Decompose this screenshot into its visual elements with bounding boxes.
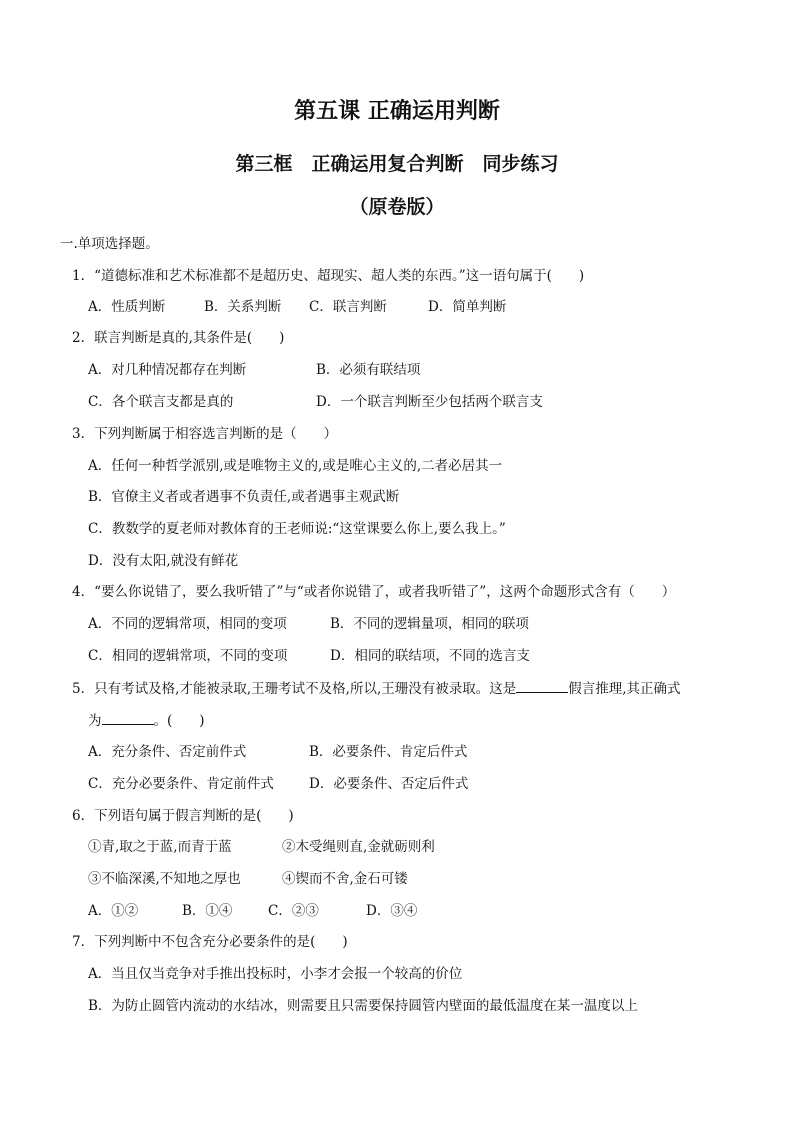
question-6-item-1: ①青,取之于蓝,而青于蓝 [88,839,232,855]
question-6-option-a: A．①② [88,903,139,919]
question-2-option-b: B．必须有联结项 [316,362,421,378]
question-6-option-d: D．③④ [366,903,418,919]
question-4-option-a: A．不同的逻辑常项，相同的变项 [88,616,287,632]
question-6-option-b: B．①④ [182,903,233,919]
question-2-stem: 2．联言判断是真的,其条件是( ) [72,330,285,346]
question-7-option-b: B．为防止圆管内流动的水结冰，则需要且只需要保持圆管内壁面的最低温度在某一温度以上 [88,998,638,1014]
question-5-stem-text-2: 假言推理,其正确式 [568,681,681,697]
question-2-option-c: C．各个联言支都是真的 [88,394,234,410]
question-4-option-b: B．不同的逻辑量项，相同的联项 [330,616,529,632]
question-3-stem: 3．下列判断属于相容选言判断的是（ ） [72,426,338,442]
question-5-stem-line-1 [72,678,681,699]
version-label: （原卷版） [349,196,445,218]
page-subtitle: 第三框 正确运用复合判断 同步练习 [235,153,559,175]
question-5-option-c: C．充分必要条件、肯定前件式 [88,776,274,792]
question-5-stem-text-3: 为 [88,713,102,729]
question-5-option-a: A．充分条件、否定前件式 [88,744,247,760]
question-3-option-c: C．教数学的夏老师对教体育的王老师说:“这堂课要么你上,要么我上。” [88,521,506,537]
question-4-option-c: C．相同的逻辑常项，不同的变项 [88,648,288,664]
question-6-item-2: ②木受绳则直,金就砺则利 [282,839,435,855]
question-3-option-d: D．没有太阳,就没有鲜花 [88,553,239,569]
question-2-option-a: A．对几种情况都存在判断 [88,362,247,378]
question-1-option-a: A．性质判断 [88,299,166,315]
question-5-option-b: B．必要条件、肯定后件式 [309,744,468,760]
question-6-stem: 6．下列语句属于假言判断的是( ) [72,808,294,824]
question-1-option-c: C．联言判断 [309,299,387,315]
question-3-option-a: A．任何一种哲学派别,或是唯物主义的,或是唯心主义的,二者必居其一 [88,458,503,474]
answer-blank[interactable] [102,710,154,725]
question-4-option-d: D．相同的联结项，不同的选言支 [330,648,530,664]
question-1-option-d: D．简单判断 [428,299,507,315]
question-6-option-c: C．②③ [268,903,319,919]
question-5-stem-text-1: 5．只有考试及格,才能被录取,王珊考试不及格,所以,王珊没有被录取。这是 [72,681,517,697]
question-5-stem-text-4: 。( ) [153,713,205,729]
question-6-item-3: ③不临深溪,不知地之厚也 [88,871,241,887]
page-title: 第五课 正确运用判断 [294,98,500,124]
question-1-option-b: B．关系判断 [204,299,282,315]
question-5-stem-line-2 [88,710,205,731]
question-7-option-a: A．当且仅当竞争对手推出投标时，小李才会报一个较高的价位 [88,966,463,982]
question-4-stem: 4．“要么你说错了，要么我听错了”与“或者你说错了，或者我听错了”，这两个命题形式含有（ ） [72,584,676,600]
question-3-option-b: B．官僚主义者或者遇事不负责任,或者遇事主观武断 [88,489,400,505]
section-heading: 一.单项选择题。 [60,236,159,252]
answer-blank[interactable] [516,678,568,693]
question-5-option-d: D．必要条件、否定后件式 [309,776,469,792]
question-1-stem: 1．“道德标准和艺术标准都不是超历史、超现实、超人类的东西。”这一语句属于( ) [72,268,585,284]
question-7-stem: 7．下列判断中不包含充分必要条件的是( ) [72,934,348,950]
question-2-option-d: D．一个联言判断至少包括两个联言支 [316,394,543,410]
question-6-item-4: ④锲而不舍,金石可镂 [282,871,408,887]
